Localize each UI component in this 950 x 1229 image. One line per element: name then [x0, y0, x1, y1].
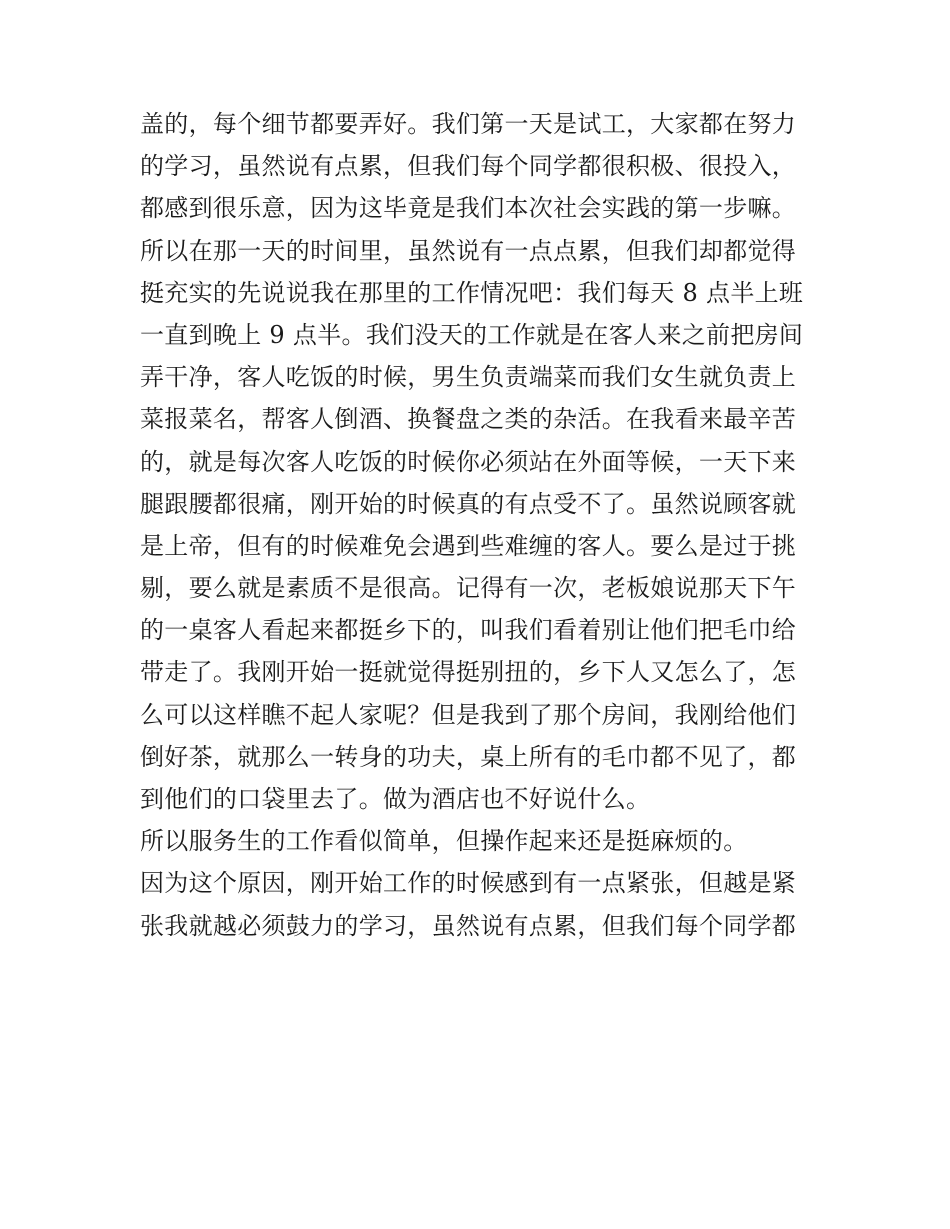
text-line: 因为这个原因，刚开始工作的时候感到有一点紧张，但越是紧 — [140, 869, 797, 898]
text-line: 盖的，每个细节都要弄好。我们第一天是试工，大家都在努力 — [140, 110, 797, 138]
text-line: 弄干净，客人吃饭的时候，男生负责端菜而我们女生就负责上 — [140, 363, 797, 392]
text-line: 的一桌客人看起来都挺乡下的，叫我们看着别让他们把毛巾给 — [140, 616, 797, 645]
text-line: 一直到晚上 9 点半。我们没天的工作就是在客人来之前把房间 — [140, 320, 804, 349]
text-line: 剔，要么就是素质不是很高。记得有一次，老板娘说那天下午 — [140, 574, 797, 603]
text-line: 菜报菜名，帮客人倒酒、换餐盘之类的杂活。在我看来最辛苦 — [140, 405, 797, 434]
text-line: 倒好茶，就那么一转身的功夫，桌上所有的毛巾都不见了，都 — [140, 742, 797, 771]
text-line: 都感到很乐意，因为这毕竟是我们本次社会实践的第一步嘛。 — [140, 194, 797, 223]
text-line: 的学习，虽然说有点累，但我们每个同学都很积极、很投入， — [140, 152, 797, 181]
text-line: 么可以这样瞧不起人家呢？但是我到了那个房间，我刚给他们 — [140, 700, 797, 729]
body-text — [140, 103, 820, 947]
text-line: 带走了。我刚开始一挺就觉得挺别扭的，乡下人又怎么了，怎 — [140, 658, 797, 687]
text-line: 是上帝，但有的时候难免会遇到些难缠的客人。要么是过于挑 — [140, 531, 797, 560]
text-line: 的，就是每次客人吃饭的时候你必须站在外面等候，一天下来 — [140, 447, 797, 476]
text-line: 到他们的口袋里去了。做为酒店也不好说什么。 — [140, 785, 651, 813]
text-line: 张我就越必须鼓力的学习，虽然说有点累，但我们每个同学都 — [140, 911, 797, 940]
text-line: 所以在那一天的时间里，虽然说有一点点累，但我们却都觉得 — [140, 236, 797, 265]
text-line: 腿跟腰都很痛，刚开始的时候真的有点受不了。虽然说顾客就 — [140, 489, 797, 518]
text-line: 挺充实的先说说我在那里的工作情况吧：我们每天 8 点半上班 — [140, 278, 804, 307]
text-line: 所以服务生的工作看似简单，但操作起来还是挺麻烦的。 — [140, 827, 748, 856]
